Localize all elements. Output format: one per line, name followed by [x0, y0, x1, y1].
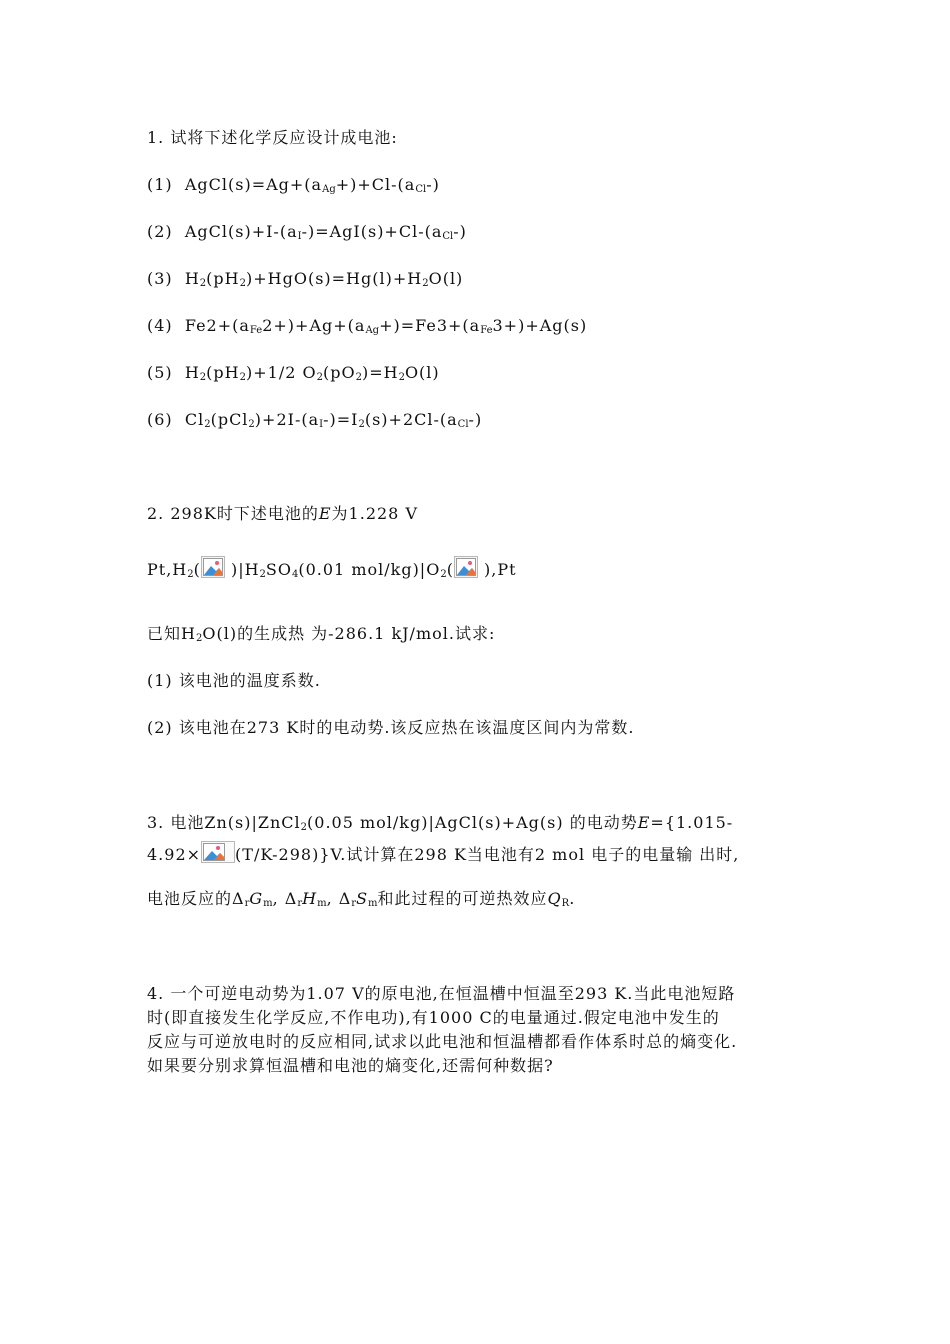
q1-reaction-1: (1) $AgCl(s)=Ag+(a_{Ag}+)+Cl-(a_{Cl}-)$: [147, 175, 440, 195]
broken-image-icon: [454, 556, 478, 578]
broken-image-icon: [201, 556, 225, 578]
q1-reaction-5: (5) $H_2(pH_2)+1/2$ $O_2(pO_2)=H_2O(l)$: [147, 363, 440, 383]
q2-cell-notation: $Pt,H_2$( )$|H_2SO_4(0.01$ mol/$kg)|O_2$( ),Pt: [147, 556, 517, 586]
q1-reaction-2: (2) $AgCl(s)+I-(a_I-)=AgI(s)+Cl-(a_{Cl}-)$: [147, 222, 467, 242]
q2-part-2: (2) 该电池在273 K时的电动势.该反应热在该温度区间内为常数.: [147, 718, 635, 737]
q1-heading: 1. 试将下述化学反应设计成电池:: [147, 128, 398, 147]
q1-reaction-3: (3) $H_2(pH_2)+HgO(s)=Hg(l)+H_2O(l)$: [147, 269, 464, 289]
q3-line-3: 电池反应的$\Delta_rG_m$, $\Delta_rH_m$, $\Delta_rS_m$和此过程的可逆热效应$Q_R$.: [147, 889, 576, 909]
q1-reaction-6: (6) $Cl_2(pCl_2)+2I-(a_I-)=I_2(s)+2Cl-(a_{Cl}-)$: [147, 410, 483, 430]
q4-line-4: 如果要分别求算恒温槽和电池的熵变化,还需何种数据?: [147, 1056, 554, 1075]
q3-line-1: 3. 电池Zn(s)|ZnCl$_2$(0.05 mol/kg)|AgCl(s)+Ag(s) 的电动势E={1.015-: [147, 813, 734, 833]
q4-line-3: 反应与可逆放电时的反应相同,试求以此电池和恒温槽都看作体系时总的熵变化.: [147, 1032, 738, 1051]
q2-heading: 2. 298K时下述电池的E为1.228 V: [147, 504, 418, 523]
broken-image-icon: [201, 841, 235, 863]
q2-known-condition: 已知$H_2O(l)$的生成热 为-286.1 kJ/mol.试求:: [147, 624, 496, 644]
q2-part-1: (1) 该电池的温度系数.: [147, 671, 321, 690]
q3-line-2: 4.92× (T/K-298)}V.试计算在298 K当电池有2 mol 电子的电量输 出时,: [147, 841, 739, 866]
q4-line-1: 4. 一个可逆电动势为1.07 V的原电池,在恒温槽中恒温至293 K.当此电池短路: [147, 984, 736, 1003]
q1-reaction-4: (4) $Fe2+(a_{Fe}2+)+Ag+(a_{Ag}+)=Fe3+(a_{Fe}3+)+Ag(s)$: [147, 316, 588, 336]
q4-line-2: 时(即直接发生化学反应,不作电功),有1000 C的电量通过.假定电池中发生的: [147, 1008, 720, 1027]
